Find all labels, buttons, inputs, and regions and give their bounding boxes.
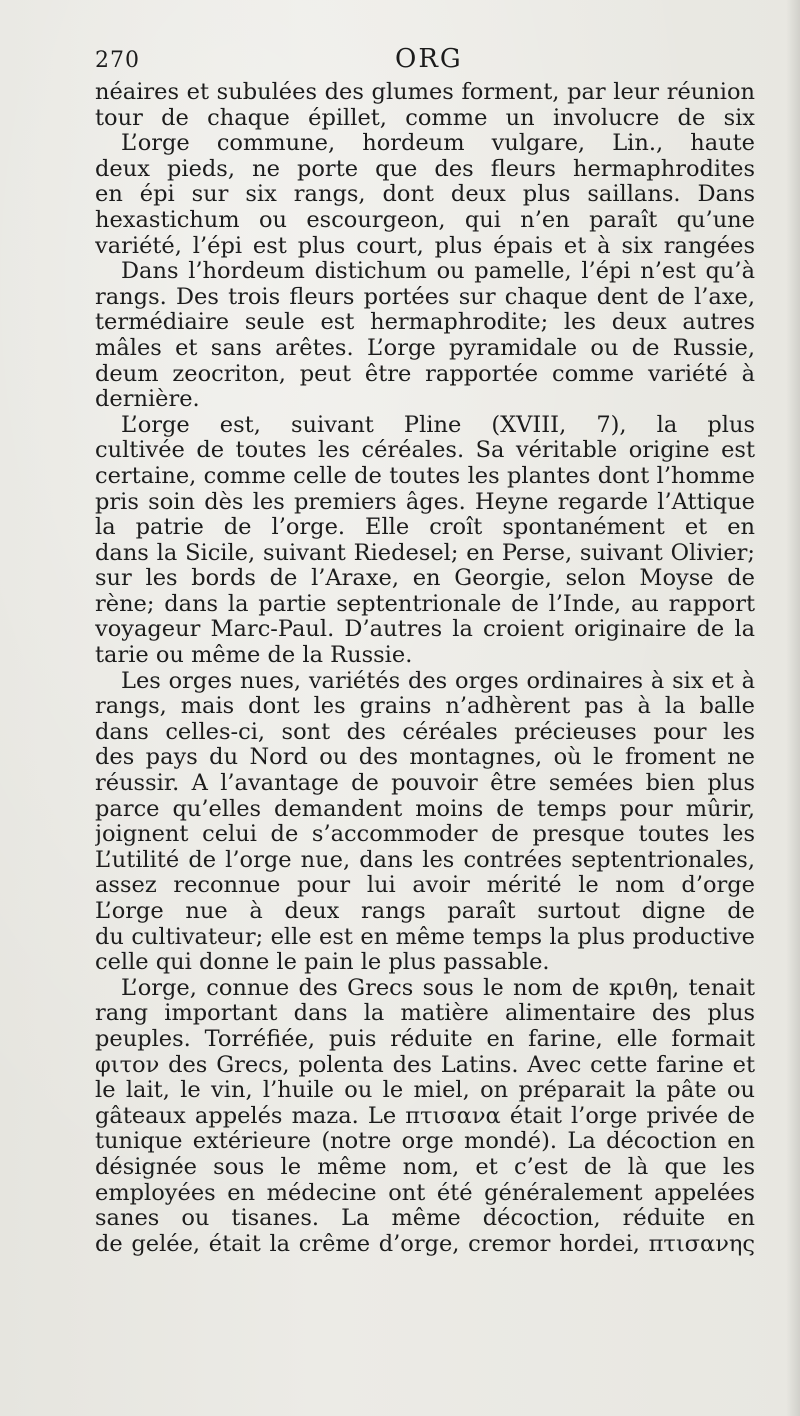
- running-head: ORG: [395, 44, 463, 74]
- text-line: hexastichum ou escourgeon, qui n’en paraît qu’une: [95, 207, 755, 233]
- text-line: Les orges nues, variétés des orges ordinaires à six et à: [121, 668, 755, 694]
- text-line: celle qui donne le pain le plus passable.: [95, 950, 550, 976]
- text-line: rène; dans la partie septentrionale de l’Inde, au rapport: [95, 591, 755, 617]
- text-line: dans la Sicile, suivant Riedesel; en Perse, suivant Olivier;: [95, 540, 755, 566]
- text-line: deum zeocriton, peut être rapportée comme variété à: [95, 361, 755, 387]
- text-line: employées en médecine ont été généralement appelées: [95, 1180, 755, 1206]
- page-number: 270: [95, 48, 140, 73]
- text-line: sanes ou tisanes. La même décoction, réduite en: [95, 1206, 755, 1232]
- text-line: assez reconnue pour lui avoir mérité le nom d’orge: [95, 873, 755, 899]
- text-line: de gelée, était la crême d’orge, cremor hordei, πτισανης: [95, 1231, 755, 1257]
- text-line: mâles et sans arêtes. L’orge pyramidale ou de Russie,: [95, 335, 755, 361]
- text-line: φιτον des Grecs, polenta des Latins. Avec cette farine et: [95, 1052, 755, 1078]
- text-line: tunique extérieure (notre orge mondé). La décoction en: [95, 1129, 755, 1155]
- text-line: du cultivateur; elle est en même temps la plus productive: [95, 924, 755, 950]
- text-line: gâteaux appelés maza. Le πτισανα était l’orge privée de: [95, 1103, 755, 1129]
- text-line: réussir. A l’avantage de pouvoir être semées bien plus: [95, 771, 755, 797]
- text-line: L’orge, connue des Grecs sous le nom de κριθη, tenait: [121, 975, 755, 1001]
- text-line: en épi sur six rangs, dont deux plus saillans. Dans: [95, 182, 755, 208]
- text-line: parce qu’elles demandent moins de temps pour mûrir,: [95, 796, 755, 822]
- text-line: la patrie de l’orge. Elle croît spontanément et en: [95, 515, 755, 541]
- text-line: rangs, mais dont les grains n’adhèrent pas à la balle: [95, 694, 755, 720]
- text-line: L’orge est, suivant Pline (XVIII, 7), la plus: [121, 412, 755, 438]
- page-header: [95, 44, 755, 80]
- text-line: L’orge nue à deux rangs paraît surtout digne de: [95, 899, 755, 924]
- text-line: des pays du Nord ou des montagnes, où le froment ne: [95, 745, 755, 771]
- text-line: Dans l’hordeum distichum ou pamelle, l’épi n’est qu’à: [121, 259, 755, 285]
- text-line: cultivée de toutes les céréales. Sa véritable origine est: [95, 438, 755, 464]
- body-text: [95, 80, 755, 1257]
- text-line: variété, l’épi est plus court, plus épais et à six rangées: [95, 233, 755, 259]
- text-line: sur les bords de l’Araxe, en Georgie, selon Moyse de: [95, 566, 755, 592]
- text-line: certaine, comme celle de toutes les plantes dont l’homme: [95, 463, 755, 489]
- text-line: tarie ou même de la Russie.: [95, 643, 413, 669]
- text-line: termédiaire seule est hermaphrodite; les deux autres: [95, 310, 755, 336]
- text-line: rang important dans la matière alimentaire des plus: [95, 1001, 755, 1027]
- text-line: L’orge commune, hordeum vulgare, Lin., haute: [121, 131, 755, 157]
- text-line: voyageur Marc-Paul. D’autres la croient originaire de la: [95, 617, 755, 643]
- text-line: pris soin dès les premiers âges. Heyne regarde l’Attique: [95, 489, 755, 515]
- text-line: dernière.: [95, 387, 200, 413]
- text-line: peuples. Torréfiée, puis réduite en farine, elle formait: [95, 1026, 755, 1052]
- page-edge-shadow: [786, 0, 800, 1416]
- text-line: le lait, le vin, l’huile ou le miel, on préparait la pâte ou: [95, 1078, 755, 1104]
- text-line: tour de chaque épillet, comme un involucre de six: [95, 105, 755, 131]
- text-line: L’utilité de l’orge nue, dans les contrées septentrionales,: [95, 847, 755, 873]
- text-line: rangs. Des trois fleurs portées sur chaque dent de l’axe,: [95, 284, 755, 310]
- text-line: joignent celui de s’accommoder de presque toutes les: [95, 822, 755, 848]
- text-line: deux pieds, ne porte que des fleurs hermaphrodites: [95, 156, 755, 182]
- text-line: dans celles-ci, sont des céréales précieuses pour les: [95, 719, 755, 745]
- text-line: désignée sous le même nom, et c’est de là que les: [95, 1154, 755, 1180]
- text-line: néaires et subulées des glumes forment, par leur réunion: [95, 80, 755, 105]
